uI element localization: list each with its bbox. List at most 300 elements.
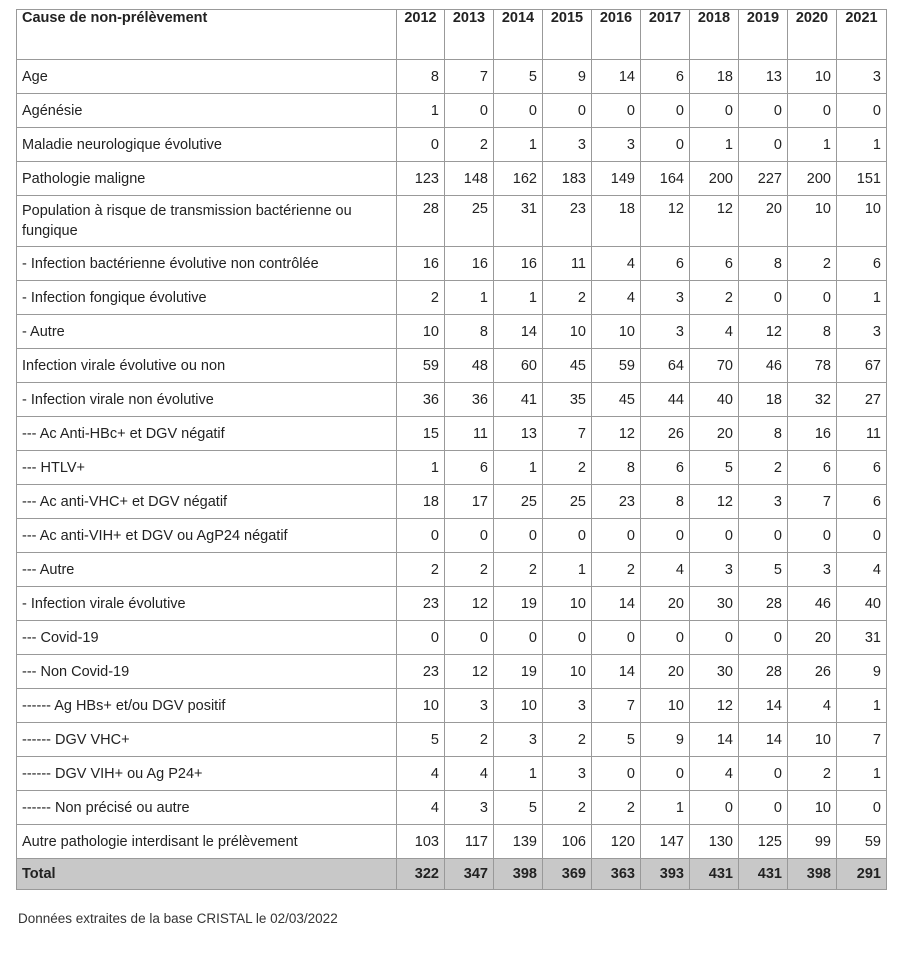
value-cell: 7: [445, 60, 494, 94]
value-cell: 1: [837, 128, 887, 162]
value-cell: 19: [494, 587, 543, 621]
table-row: [17, 247, 887, 281]
row-label: --- Ac anti-VIH+ et DGV ou AgP24 négatif: [17, 519, 397, 553]
row-label: --- Non Covid-19: [17, 655, 397, 689]
value-cell: 7: [543, 417, 592, 451]
value-cell: 6: [641, 60, 690, 94]
value-cell: 12: [445, 655, 494, 689]
value-cell: 10: [788, 60, 837, 94]
value-cell: 2: [592, 791, 641, 825]
value-cell: 44: [641, 383, 690, 417]
row-label: --- Ac Anti-HBc+ et DGV négatif: [17, 417, 397, 451]
value-cell: 8: [788, 315, 837, 349]
value-cell: 0: [739, 757, 788, 791]
value-cell: 10: [397, 689, 445, 723]
value-cell: 2: [445, 553, 494, 587]
value-cell: 1: [494, 451, 543, 485]
header-row: [17, 10, 887, 60]
value-cell: 0: [592, 757, 641, 791]
row-label: - Infection fongique évolutive: [17, 281, 397, 315]
value-cell: 5: [397, 723, 445, 757]
value-cell: 0: [739, 94, 788, 128]
table-row: [17, 451, 887, 485]
table-row: [17, 655, 887, 689]
value-cell: 0: [788, 281, 837, 315]
table-row: [17, 128, 887, 162]
table-row: [17, 553, 887, 587]
value-cell: 148: [445, 162, 494, 196]
value-cell: 0: [445, 621, 494, 655]
value-cell: 123: [397, 162, 445, 196]
value-cell: 3: [543, 689, 592, 723]
value-cell: 147: [641, 825, 690, 859]
value-cell: 130: [690, 825, 739, 859]
value-cell: 0: [592, 94, 641, 128]
value-cell: 3: [739, 485, 788, 519]
value-cell: 4: [690, 757, 739, 791]
value-cell: 7: [592, 689, 641, 723]
value-cell: 10: [397, 315, 445, 349]
value-cell: 8: [445, 315, 494, 349]
value-cell: 30: [690, 655, 739, 689]
value-cell: 2: [543, 451, 592, 485]
value-cell: 11: [837, 417, 887, 451]
value-cell: 10: [494, 689, 543, 723]
value-cell: 16: [397, 247, 445, 281]
value-cell: 10: [788, 723, 837, 757]
header-year: 2015: [543, 10, 592, 60]
value-cell: 431: [690, 859, 739, 890]
value-cell: 3: [445, 791, 494, 825]
value-cell: 19: [494, 655, 543, 689]
value-cell: 6: [641, 451, 690, 485]
value-cell: 14: [592, 60, 641, 94]
value-cell: 12: [592, 417, 641, 451]
value-cell: 0: [739, 128, 788, 162]
table-row: [17, 349, 887, 383]
value-cell: 3: [837, 60, 887, 94]
value-cell: 431: [739, 859, 788, 890]
value-cell: 0: [837, 519, 887, 553]
value-cell: 25: [494, 485, 543, 519]
value-cell: 3: [494, 723, 543, 757]
value-cell: 14: [739, 689, 788, 723]
value-cell: 5: [690, 451, 739, 485]
value-cell: 0: [494, 621, 543, 655]
value-cell: 363: [592, 859, 641, 890]
row-label: --- Covid-19: [17, 621, 397, 655]
value-cell: 9: [837, 655, 887, 689]
value-cell: 0: [641, 128, 690, 162]
value-cell: 10: [788, 196, 837, 247]
value-cell: 4: [837, 553, 887, 587]
value-cell: 164: [641, 162, 690, 196]
value-cell: 6: [837, 485, 887, 519]
value-cell: 1: [494, 281, 543, 315]
value-cell: 0: [690, 94, 739, 128]
row-label: Population à risque de transmission bactérienne ou fungique: [17, 196, 397, 247]
value-cell: 46: [739, 349, 788, 383]
value-cell: 20: [641, 587, 690, 621]
value-cell: 151: [837, 162, 887, 196]
value-cell: 4: [445, 757, 494, 791]
value-cell: 0: [641, 757, 690, 791]
value-cell: 16: [494, 247, 543, 281]
header-year: 2020: [788, 10, 837, 60]
value-cell: 45: [592, 383, 641, 417]
value-cell: 26: [641, 417, 690, 451]
value-cell: 5: [739, 553, 788, 587]
value-cell: 8: [641, 485, 690, 519]
value-cell: 0: [494, 519, 543, 553]
value-cell: 0: [543, 94, 592, 128]
value-cell: 0: [592, 621, 641, 655]
table-row: [17, 281, 887, 315]
row-label: --- HTLV+: [17, 451, 397, 485]
value-cell: 4: [592, 281, 641, 315]
table-row: [17, 689, 887, 723]
value-cell: 322: [397, 859, 445, 890]
table-row: [17, 621, 887, 655]
value-cell: 35: [543, 383, 592, 417]
value-cell: 2: [543, 723, 592, 757]
value-cell: 2: [494, 553, 543, 587]
header-year: 2021: [837, 10, 887, 60]
table-row: [17, 723, 887, 757]
value-cell: 1: [690, 128, 739, 162]
value-cell: 2: [445, 128, 494, 162]
value-cell: 9: [543, 60, 592, 94]
value-cell: 3: [788, 553, 837, 587]
value-cell: 1: [494, 757, 543, 791]
table-row: [17, 519, 887, 553]
value-cell: 18: [592, 196, 641, 247]
value-cell: 14: [592, 655, 641, 689]
value-cell: 200: [788, 162, 837, 196]
value-cell: 28: [739, 655, 788, 689]
table-row: [17, 383, 887, 417]
value-cell: 6: [445, 451, 494, 485]
value-cell: 0: [641, 519, 690, 553]
table-row: [17, 825, 887, 859]
value-cell: 20: [739, 196, 788, 247]
value-cell: 0: [739, 281, 788, 315]
value-cell: 227: [739, 162, 788, 196]
cause-table: [16, 9, 887, 890]
value-cell: 8: [592, 451, 641, 485]
value-cell: 0: [788, 519, 837, 553]
value-cell: 1: [641, 791, 690, 825]
value-cell: 14: [494, 315, 543, 349]
value-cell: 117: [445, 825, 494, 859]
value-cell: 48: [445, 349, 494, 383]
value-cell: 12: [690, 689, 739, 723]
header-year: 2019: [739, 10, 788, 60]
value-cell: 13: [494, 417, 543, 451]
value-cell: 0: [837, 791, 887, 825]
value-cell: 10: [592, 315, 641, 349]
value-cell: 2: [788, 757, 837, 791]
value-cell: 25: [445, 196, 494, 247]
value-cell: 1: [543, 553, 592, 587]
value-cell: 139: [494, 825, 543, 859]
row-label: ------ DGV VHC+: [17, 723, 397, 757]
value-cell: 2: [739, 451, 788, 485]
value-cell: 0: [592, 519, 641, 553]
row-label: Infection virale évolutive ou non: [17, 349, 397, 383]
value-cell: 30: [690, 587, 739, 621]
value-cell: 125: [739, 825, 788, 859]
value-cell: 10: [641, 689, 690, 723]
value-cell: 45: [543, 349, 592, 383]
value-cell: 398: [788, 859, 837, 890]
header-year: 2017: [641, 10, 690, 60]
value-cell: 398: [494, 859, 543, 890]
value-cell: 23: [397, 587, 445, 621]
value-cell: 67: [837, 349, 887, 383]
row-label: --- Ac anti-VHC+ et DGV négatif: [17, 485, 397, 519]
value-cell: 12: [690, 485, 739, 519]
value-cell: 2: [592, 553, 641, 587]
value-cell: 4: [690, 315, 739, 349]
value-cell: 7: [837, 723, 887, 757]
value-cell: 1: [837, 757, 887, 791]
value-cell: 183: [543, 162, 592, 196]
value-cell: 106: [543, 825, 592, 859]
value-cell: 40: [690, 383, 739, 417]
value-cell: 2: [543, 281, 592, 315]
value-cell: 16: [445, 247, 494, 281]
value-cell: 393: [641, 859, 690, 890]
value-cell: 36: [397, 383, 445, 417]
value-cell: 25: [543, 485, 592, 519]
value-cell: 14: [690, 723, 739, 757]
value-cell: 10: [837, 196, 887, 247]
value-cell: 0: [494, 94, 543, 128]
value-cell: 14: [592, 587, 641, 621]
value-cell: 36: [445, 383, 494, 417]
value-cell: 2: [543, 791, 592, 825]
value-cell: 18: [690, 60, 739, 94]
value-cell: 0: [690, 791, 739, 825]
table-row: [17, 60, 887, 94]
value-cell: 16: [788, 417, 837, 451]
row-label: Maladie neurologique évolutive: [17, 128, 397, 162]
value-cell: 3: [543, 757, 592, 791]
value-cell: 28: [397, 196, 445, 247]
table-row: [17, 417, 887, 451]
value-cell: 17: [445, 485, 494, 519]
value-cell: 10: [543, 587, 592, 621]
value-cell: 23: [592, 485, 641, 519]
value-cell: 3: [592, 128, 641, 162]
table-row: [17, 791, 887, 825]
row-label: - Infection bactérienne évolutive non contrôlée: [17, 247, 397, 281]
value-cell: 347: [445, 859, 494, 890]
value-cell: 162: [494, 162, 543, 196]
value-cell: 3: [641, 315, 690, 349]
row-label: Agénésie: [17, 94, 397, 128]
value-cell: 20: [641, 655, 690, 689]
value-cell: 3: [690, 553, 739, 587]
value-cell: 8: [739, 417, 788, 451]
table-row: [17, 315, 887, 349]
value-cell: 4: [641, 553, 690, 587]
value-cell: 1: [445, 281, 494, 315]
value-cell: 12: [641, 196, 690, 247]
value-cell: 28: [739, 587, 788, 621]
value-cell: 64: [641, 349, 690, 383]
header-year: 2014: [494, 10, 543, 60]
value-cell: 59: [397, 349, 445, 383]
row-label: - Infection virale non évolutive: [17, 383, 397, 417]
value-cell: 2: [397, 281, 445, 315]
value-cell: 6: [788, 451, 837, 485]
value-cell: 1: [788, 128, 837, 162]
value-cell: 46: [788, 587, 837, 621]
value-cell: 200: [690, 162, 739, 196]
value-cell: 149: [592, 162, 641, 196]
value-cell: 5: [592, 723, 641, 757]
row-label: - Autre: [17, 315, 397, 349]
table-row: [17, 162, 887, 196]
value-cell: 1: [837, 281, 887, 315]
value-cell: 3: [445, 689, 494, 723]
value-cell: 291: [837, 859, 887, 890]
value-cell: 41: [494, 383, 543, 417]
table-row: [17, 757, 887, 791]
value-cell: 2: [445, 723, 494, 757]
row-label: Autre pathologie interdisant le prélèvement: [17, 825, 397, 859]
row-label: Age: [17, 60, 397, 94]
value-cell: 2: [788, 247, 837, 281]
value-cell: 0: [690, 519, 739, 553]
row-label: ------ DGV VIH+ ou Ag P24+: [17, 757, 397, 791]
value-cell: 23: [397, 655, 445, 689]
value-cell: 18: [397, 485, 445, 519]
value-cell: 12: [445, 587, 494, 621]
value-cell: 1: [397, 451, 445, 485]
value-cell: 6: [837, 451, 887, 485]
value-cell: 1: [837, 689, 887, 723]
total-row: [17, 859, 887, 890]
value-cell: 1: [397, 94, 445, 128]
row-label: - Infection virale évolutive: [17, 587, 397, 621]
value-cell: 0: [641, 94, 690, 128]
value-cell: 0: [397, 519, 445, 553]
value-cell: 5: [494, 791, 543, 825]
value-cell: 0: [445, 519, 494, 553]
value-cell: 12: [690, 196, 739, 247]
value-cell: 0: [397, 128, 445, 162]
header-year: 2016: [592, 10, 641, 60]
value-cell: 2: [690, 281, 739, 315]
value-cell: 10: [543, 315, 592, 349]
value-cell: 0: [690, 621, 739, 655]
value-cell: 27: [837, 383, 887, 417]
value-cell: 11: [445, 417, 494, 451]
value-cell: 0: [445, 94, 494, 128]
header-year: 2018: [690, 10, 739, 60]
value-cell: 40: [837, 587, 887, 621]
value-cell: 2: [397, 553, 445, 587]
value-cell: 120: [592, 825, 641, 859]
row-label: Total: [17, 859, 397, 890]
value-cell: 3: [543, 128, 592, 162]
value-cell: 18: [739, 383, 788, 417]
value-cell: 4: [788, 689, 837, 723]
value-cell: 10: [543, 655, 592, 689]
value-cell: 6: [690, 247, 739, 281]
row-label: Pathologie maligne: [17, 162, 397, 196]
value-cell: 103: [397, 825, 445, 859]
value-cell: 4: [397, 791, 445, 825]
value-cell: 23: [543, 196, 592, 247]
footnote: Données extraites de la base CRISTAL le 02/03/2022: [18, 911, 338, 926]
value-cell: 31: [494, 196, 543, 247]
value-cell: 0: [788, 94, 837, 128]
value-cell: 8: [397, 60, 445, 94]
value-cell: 4: [397, 757, 445, 791]
value-cell: 20: [788, 621, 837, 655]
header-year: 2012: [397, 10, 445, 60]
value-cell: 6: [641, 247, 690, 281]
value-cell: 3: [641, 281, 690, 315]
value-cell: 10: [788, 791, 837, 825]
value-cell: 3: [837, 315, 887, 349]
row-label: ------ Non précisé ou autre: [17, 791, 397, 825]
value-cell: 9: [641, 723, 690, 757]
value-cell: 0: [641, 621, 690, 655]
value-cell: 0: [739, 791, 788, 825]
value-cell: 12: [739, 315, 788, 349]
value-cell: 14: [739, 723, 788, 757]
header-year: 2013: [445, 10, 494, 60]
value-cell: 70: [690, 349, 739, 383]
value-cell: 6: [837, 247, 887, 281]
table-row: [17, 587, 887, 621]
value-cell: 5: [494, 60, 543, 94]
value-cell: 11: [543, 247, 592, 281]
value-cell: 59: [592, 349, 641, 383]
header-cause: Cause de non-prélèvement: [17, 10, 397, 60]
table-row: [17, 94, 887, 128]
value-cell: 0: [837, 94, 887, 128]
value-cell: 369: [543, 859, 592, 890]
value-cell: 26: [788, 655, 837, 689]
value-cell: 0: [739, 519, 788, 553]
value-cell: 0: [397, 621, 445, 655]
value-cell: 7: [788, 485, 837, 519]
value-cell: 20: [690, 417, 739, 451]
value-cell: 0: [543, 519, 592, 553]
value-cell: 0: [543, 621, 592, 655]
value-cell: 99: [788, 825, 837, 859]
value-cell: 59: [837, 825, 887, 859]
row-label: ------ Ag HBs+ et/ou DGV positif: [17, 689, 397, 723]
value-cell: 78: [788, 349, 837, 383]
table-row: [17, 196, 887, 247]
table-body: [17, 60, 887, 890]
value-cell: 32: [788, 383, 837, 417]
value-cell: 31: [837, 621, 887, 655]
value-cell: 60: [494, 349, 543, 383]
value-cell: 4: [592, 247, 641, 281]
table-row: [17, 485, 887, 519]
value-cell: 1: [494, 128, 543, 162]
value-cell: 13: [739, 60, 788, 94]
row-label: --- Autre: [17, 553, 397, 587]
